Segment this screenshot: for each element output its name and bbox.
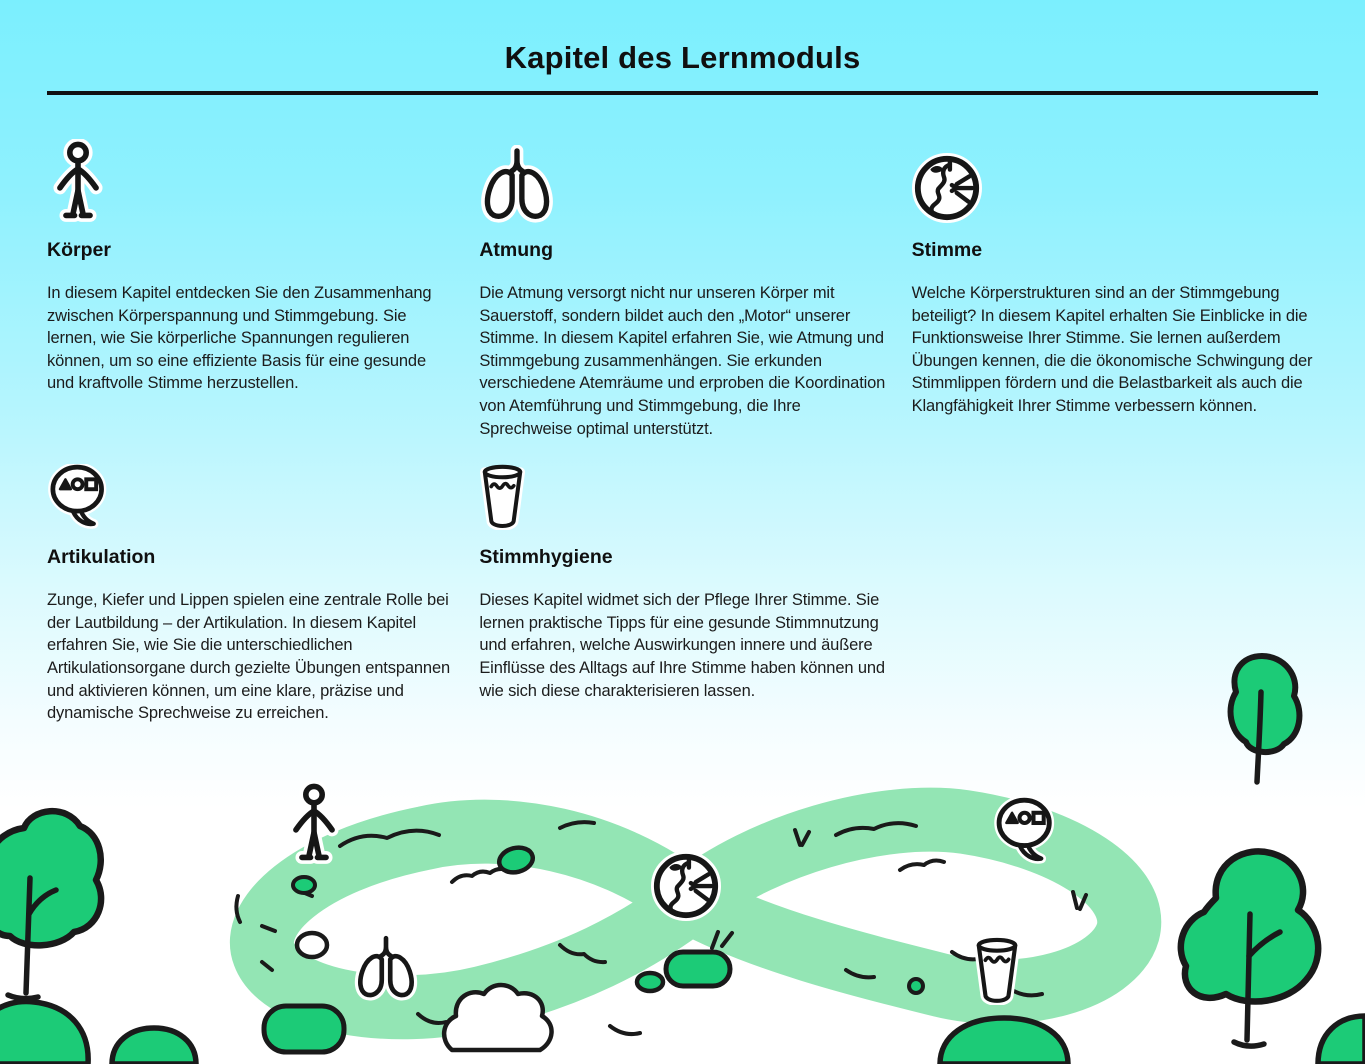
- chapter-card-stimme: [912, 135, 1318, 440]
- water-glass-icon: [979, 940, 1015, 1001]
- chapter-card-koerper: [47, 135, 453, 440]
- chapter-description: In diesem Kapitel entdecken Sie den Zusammenhang zwischen Körperspannung und Stimmgebung. Sie lernen, wie Sie körperliche Spannungen regulieren können, um so eine effiziente Basis für eine gesunde und kraftvolle Stimme herzustellen.: [47, 284, 432, 393]
- chapter-title: Atmung: [479, 239, 553, 261]
- chapter-description: Welche Körperstrukturen sind an der Stimmgebung beteiligt? In diesem Kapitel erhalten Sie Einblicke in die Funktionsweise Ihrer Stimme. Sie lernen außerdem Übungen kennen, die die ökonomische Schwingung der Stimmlippen fördern und die Belastbarkeit als auch die Klangfähigkeit Ihrer Stimme verbessern können.: [911, 284, 1313, 415]
- chapter-title: Stimmhygiene: [479, 546, 613, 569]
- chapter-icon-wrap: [479, 135, 885, 223]
- larynx-icon: [912, 153, 982, 223]
- lungs-icon: [479, 145, 555, 223]
- person-icon: [47, 139, 109, 223]
- chapter-title: Artikulation: [47, 546, 156, 569]
- chapter-icon-wrap: [47, 462, 453, 530]
- water-glass-icon: [479, 464, 526, 530]
- speech-bubble-icon: [47, 464, 109, 530]
- chapter-icon-wrap: [479, 462, 885, 530]
- chapter-card-artikulation: [47, 462, 453, 725]
- chapter-title: Stimme: [911, 239, 983, 261]
- chapter-card-atmung: [479, 135, 885, 440]
- chapter-description: Dieses Kapitel widmet sich der Pflege Ihrer Stimme. Sie lernen praktische Tipps für eine gesunde Stimmnutzung und erfahren, welche Auswirkungen innere und äußere Einflüsse des Alltags auf Ihre Stimme haben können und wie sich diese charakterisieren lassen.: [479, 591, 885, 700]
- tree-right: [1181, 851, 1318, 1046]
- chapter-icon-wrap: [912, 135, 1318, 223]
- page-title: Kapitel des Lernmoduls: [504, 40, 861, 75]
- chapter-title: Körper: [47, 239, 111, 261]
- chapter-grid: [0, 95, 1365, 725]
- tree-left: [0, 811, 101, 998]
- header: [0, 40, 1365, 95]
- lungs-icon: [360, 938, 411, 995]
- larynx-icon: [656, 856, 716, 916]
- chapter-description: Zunge, Kiefer und Lippen spielen eine zentrale Rolle bei der Lautbildung – der Artikulation. In diesem Kapitel erfahren Sie, wie Sie die unterschiedlichen Artikulationsorgane durch gezielte Übungen entspannen und aktivieren können, um eine klare, präzise und dynamische Sprechweise zu erreichen.: [47, 591, 451, 723]
- chapter-icon-wrap: [47, 135, 453, 223]
- chapter-description: Die Atmung versorgt nicht nur unseren Körper mit Sauerstoff, sondern bildet auch den „Motor“ unserer Stimme. In diesem Kapitel erfahren Sie, wie Atmung und Stimmgebung zusammenhängen. Sie erkunden verschiedene Atemräume und erproben die Koordination von Atemführung und Stimmgebung, die Ihre Sprechweise optimal unterstützt.: [479, 284, 886, 438]
- chapter-card-stimmhygiene: [479, 462, 885, 725]
